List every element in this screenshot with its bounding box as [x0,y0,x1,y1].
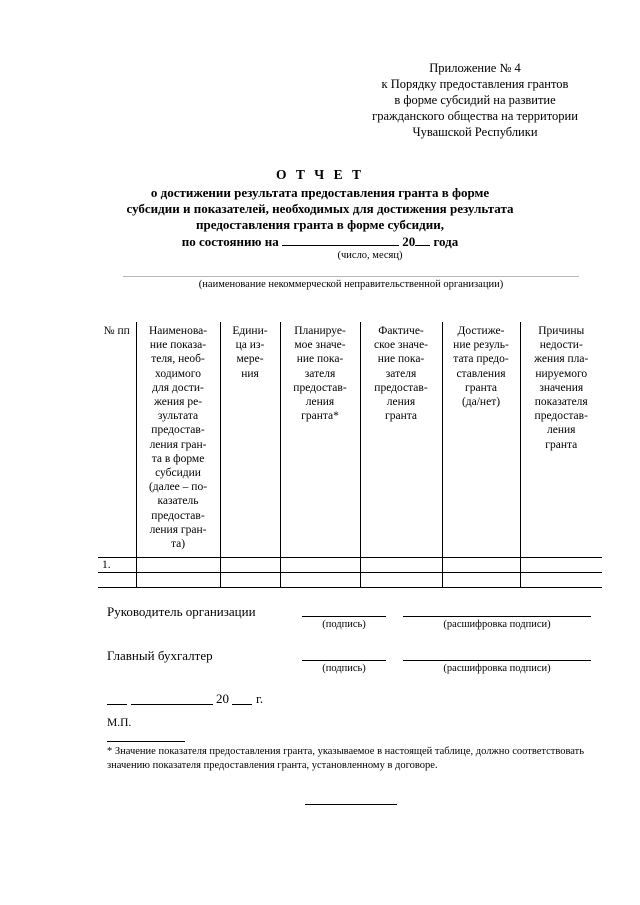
header-unit [220,322,280,558]
header-achievement-text: Достиже- ние резуль- тата предо- ставления гранта (да/нет) [453,325,509,409]
table-cell[interactable] [220,558,280,573]
date-year-blank[interactable] [232,704,252,705]
table-cell[interactable] [442,558,520,573]
table-row [98,573,602,588]
table-cell[interactable] [520,558,602,573]
header-achievement [442,322,520,558]
date-day-blank[interactable] [107,704,127,705]
as-of-year-prefix: 20 [402,234,416,249]
accountant-signature-caption: (подпись) [322,663,366,674]
subtitle-line: предоставления гранта в форме субсидии, [196,217,444,232]
head-signature-caption: (подпись) [322,619,366,630]
end-line [305,804,397,805]
header-reasons [520,322,602,558]
as-of-suffix: года [433,234,459,249]
date-month-blank[interactable] [131,704,213,705]
as-of-prefix: по состоянию на [181,234,279,249]
header-number-text: № пп [103,325,130,337]
organization-caption: (наименование некоммерческой неправительственной организации) [198,279,504,290]
header-indicator-name-text: Наименова- ние показа- теля, необ- ходимого для дости- жения ре- зультата предостав- ления гран- та в форме субсидии (далее – по- казатель предостав- ления гран- та) [148,325,208,551]
stamp-label: М.П. [107,717,132,729]
organization-line[interactable] [123,276,579,277]
table-cell[interactable] [280,573,360,588]
appendix-block [330,60,620,140]
appendix-line: к Порядку предоставления грантов [381,77,569,91]
table-cell[interactable] [220,573,280,588]
appendix-line: в форме субсидий на развитие [394,93,556,107]
table-cell[interactable] [136,573,220,588]
date-suffix: г. [256,691,264,706]
header-actual-value-text: Фактиче- ское значе- ние пока- зателя предостав- ления гранта [373,325,429,423]
appendix-line: Чувашской Республики [412,125,538,139]
report-table [98,322,602,588]
head-signature-line[interactable] [302,616,386,617]
row-number-cell: 1. [98,558,136,573]
header-reasons-text: Причины недости- жения пла- нируемого значения показателя предостав- ления гранта [534,325,589,451]
footnote-separator [107,741,185,742]
head-decoding-caption: (расшифровка подписи) [443,619,551,630]
head-decoding-line[interactable] [403,616,591,617]
report-subtitle [60,185,580,250]
appendix-line: Приложение № 4 [429,61,521,75]
table-cell[interactable] [442,573,520,588]
as-of-line [60,233,580,250]
header-actual-value [360,322,442,558]
year-blank[interactable] [415,233,430,246]
header-number [98,322,136,558]
table-cell[interactable] [280,558,360,573]
table-cell[interactable] [136,558,220,573]
accountant-decoding-caption: (расшифровка подписи) [443,663,551,674]
accountant-decoding-line[interactable] [403,660,591,661]
table-row [98,558,602,573]
header-unit-text: Едини- ца из- мере- ния [232,325,268,380]
accountant-label: Главный бухгалтер [107,648,213,663]
header-planned-value [280,322,360,558]
date-year-prefix: 20 [216,691,229,706]
table-cell[interactable] [360,558,442,573]
head-label: Руководитель организации [107,604,256,619]
table-cell[interactable] [360,573,442,588]
report-title: О Т Ч Е Т [276,167,364,182]
date-blank[interactable] [282,233,399,246]
table-cell[interactable] [520,573,602,588]
table-cell[interactable] [98,573,136,588]
subtitle-line: о достижении результата предоставления гранта в форме [150,185,490,200]
header-indicator-name [136,322,220,558]
accountant-signature-line[interactable] [302,660,386,661]
subtitle-line: субсидии и показателей, необходимых для достижения результата [126,201,514,216]
appendix-line: гражданского общества на территории [372,109,578,123]
date-caption: (число, месяц) [337,250,403,261]
footnote: * Значение показателя предоставления гранта, указываемое в настоящей таблице, должно соответствовать значению показателя предоставления гранта, установленному в договоре. [107,746,585,771]
header-planned-value-text: Планируе- мое значе- ние пока- зателя предостав- ления гранта* [293,325,347,423]
